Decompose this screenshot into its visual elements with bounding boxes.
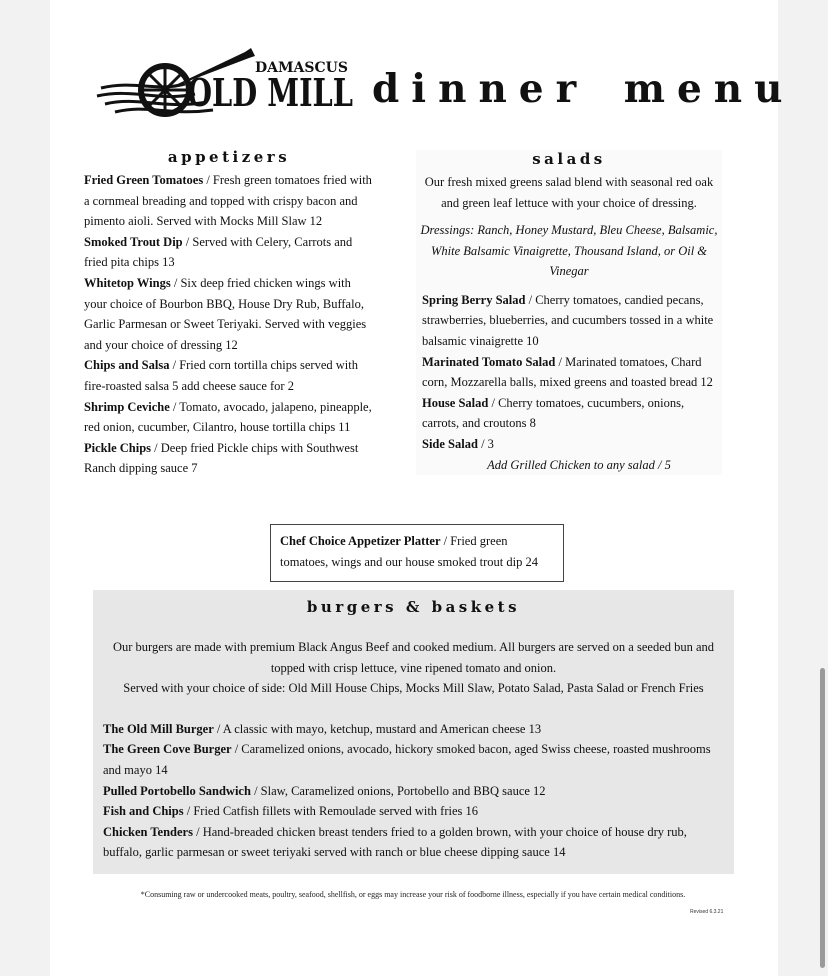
menu-item	[84, 355, 374, 396]
salads-list	[416, 290, 722, 455]
revised-date: Revised 6.3.21	[690, 909, 724, 915]
menu-item-desc: / Cherry tomatoes, cucumbers, onions, carrots, and croutons 8	[422, 395, 685, 431]
burgers-intro-line2: Served with your choice of side: Old Mill House Chips, Mocks Mill Slaw, Potato Salad, Pasta Salad or French Fries	[123, 681, 704, 696]
salads-dressings: Dressings: Ranch, Honey Mustard, Bleu Cheese, Balsamic, White Balsamic Vinaigrette, Thousand Island, or Oil & Vinegar	[420, 223, 718, 279]
menu-item-name: Fried Green Tomatoes	[84, 173, 204, 187]
menu-item-desc: / 3	[477, 436, 494, 451]
menu-item	[416, 434, 722, 455]
menu-item-name: Smoked Trout Dip	[84, 234, 183, 249]
salads-addon: Add Grilled Chicken to any salad / 5	[487, 457, 671, 472]
logo-main-text: OLD MILL	[187, 70, 353, 115]
menu-item-name: Marinated Tomato Salad	[422, 354, 556, 369]
menu-item-name: House Salad	[422, 395, 489, 410]
menu-item-name: The Green Cove Burger	[103, 742, 232, 757]
menu-item-name: Pickle Chips	[84, 440, 152, 455]
menu-item	[103, 719, 724, 740]
menu-item-desc: / Served with Celery, Carrots and fried pita chips 13	[84, 234, 353, 270]
menu-item-desc: / A classic with mayo, ketchup, mustard and American cheese 13	[213, 721, 542, 736]
menu-item	[103, 822, 724, 863]
menu-item	[103, 781, 724, 802]
menu-item-desc: / Cherry tomatoes, candied pecans, strawberries, blueberries, and cucumbers tossed in a white balsamic vinaigrette 10	[422, 292, 714, 348]
menu-item	[84, 170, 374, 232]
menu-item-desc: / Fresh green tomatoes fried with a cornmeal breading and topped with crispy bacon and pimento aioli. Served with Mocks Mill Slaw 12	[84, 173, 372, 229]
menu-item-name: Chips and Salsa	[84, 358, 170, 373]
appetizers-section	[84, 148, 374, 479]
menu-item	[416, 290, 722, 352]
menu-item	[103, 801, 724, 822]
menu-item	[416, 352, 722, 393]
menu-item	[84, 397, 374, 438]
salads-heading: salads	[532, 150, 606, 168]
menu-item-desc: / Caramelized onions, avocado, hickory smoked bacon, aged Swiss cheese, roasted mushrooms and mayo 14	[103, 742, 711, 777]
page-title: dinner menu	[372, 66, 795, 112]
menu-item-desc: / Marinated tomatoes, Chard corn, Mozzarella balls, mixed greens and toasted bread 12	[422, 354, 713, 390]
menu-item-name: Shrimp Ceviche	[84, 399, 170, 414]
menu-item-desc: / Tomato, avocado, jalapeno, pineapple, red onion, cucumber, Cilantro, house tortilla chips 11	[84, 399, 372, 435]
burgers-intro	[93, 637, 734, 699]
appetizers-list	[84, 170, 374, 479]
menu-item	[84, 273, 374, 355]
menu-item-desc: / Deep fried Pickle chips with Southwest Ranch dipping sauce 7	[84, 440, 359, 476]
menu-item-desc: / Fried Catfish fillets with Remoulade served with fries 16	[183, 804, 479, 819]
menu-item	[416, 393, 722, 434]
burgers-list	[93, 719, 734, 863]
menu-item-desc: / Slaw, Caramelized onions, Portobello and BBQ sauce 12	[250, 783, 546, 798]
burgers-heading: burgers & baskets	[306, 598, 521, 616]
salads-intro: Our fresh mixed greens salad blend with seasonal red oak and green leaf lettuce with your choice of dressing.	[424, 175, 714, 210]
platter-box	[270, 524, 564, 582]
platter-name: Chef Choice Appetizer Platter	[280, 534, 441, 548]
menu-item-name: Fish and Chips	[103, 804, 184, 819]
appetizers-heading: appetizers	[167, 148, 291, 166]
platter-desc: / Fried green tomatoes, wings and our house smoked trout dip 24	[280, 534, 538, 569]
menu-item-name: Whitetop Wings	[84, 275, 171, 290]
menu-item-desc: / Hand-breaded chicken breast tenders fried to a golden brown, with your choice of house dry rub, buffalo, garlic parmesan or sweet teriyaki served with ranch or blue cheese dipping sauce 14	[103, 824, 687, 860]
menu-item	[103, 739, 724, 780]
burgers-intro-line1: Our burgers are made with premium Black Angus Beef and cooked medium. All burgers are served on a seeded bun and topped with crisp lettuce, vine ripened tomato and onion.	[112, 640, 715, 675]
menu-item-name: Pulled Portobello Sandwich	[103, 783, 251, 798]
burgers-section	[93, 590, 734, 874]
menu-item-desc: / Six deep fried chicken wings with your choice of Bourbon BBQ, House Dry Rub, Buffalo, Garlic Parmesan or Sweet Teriyaki. Served with veggies and your choice of dressing 12	[84, 275, 367, 352]
disclaimer: *Consuming raw or undercooked meats, poultry, seafood, shellfish, or eggs may increase your risk of foodborne illness, especially if you have certain medical conditions.	[140, 890, 686, 899]
salads-section	[416, 150, 722, 475]
menu-item-name: Spring Berry Salad	[422, 292, 526, 307]
scrollbar[interactable]	[820, 668, 825, 968]
menu-item	[84, 232, 374, 273]
menu-item-name: Chicken Tenders	[103, 824, 193, 839]
menu-item-name: Side Salad	[422, 436, 478, 451]
menu-item	[84, 438, 374, 479]
menu-item-name: The Old Mill Burger	[103, 721, 214, 736]
old-mill-logo	[95, 44, 357, 124]
logo-top-text: DAMASCUS	[255, 60, 348, 76]
menu-item-desc: / Fried corn tortilla chips served with fire-roasted salsa 5 add cheese sauce for 2	[84, 358, 358, 393]
